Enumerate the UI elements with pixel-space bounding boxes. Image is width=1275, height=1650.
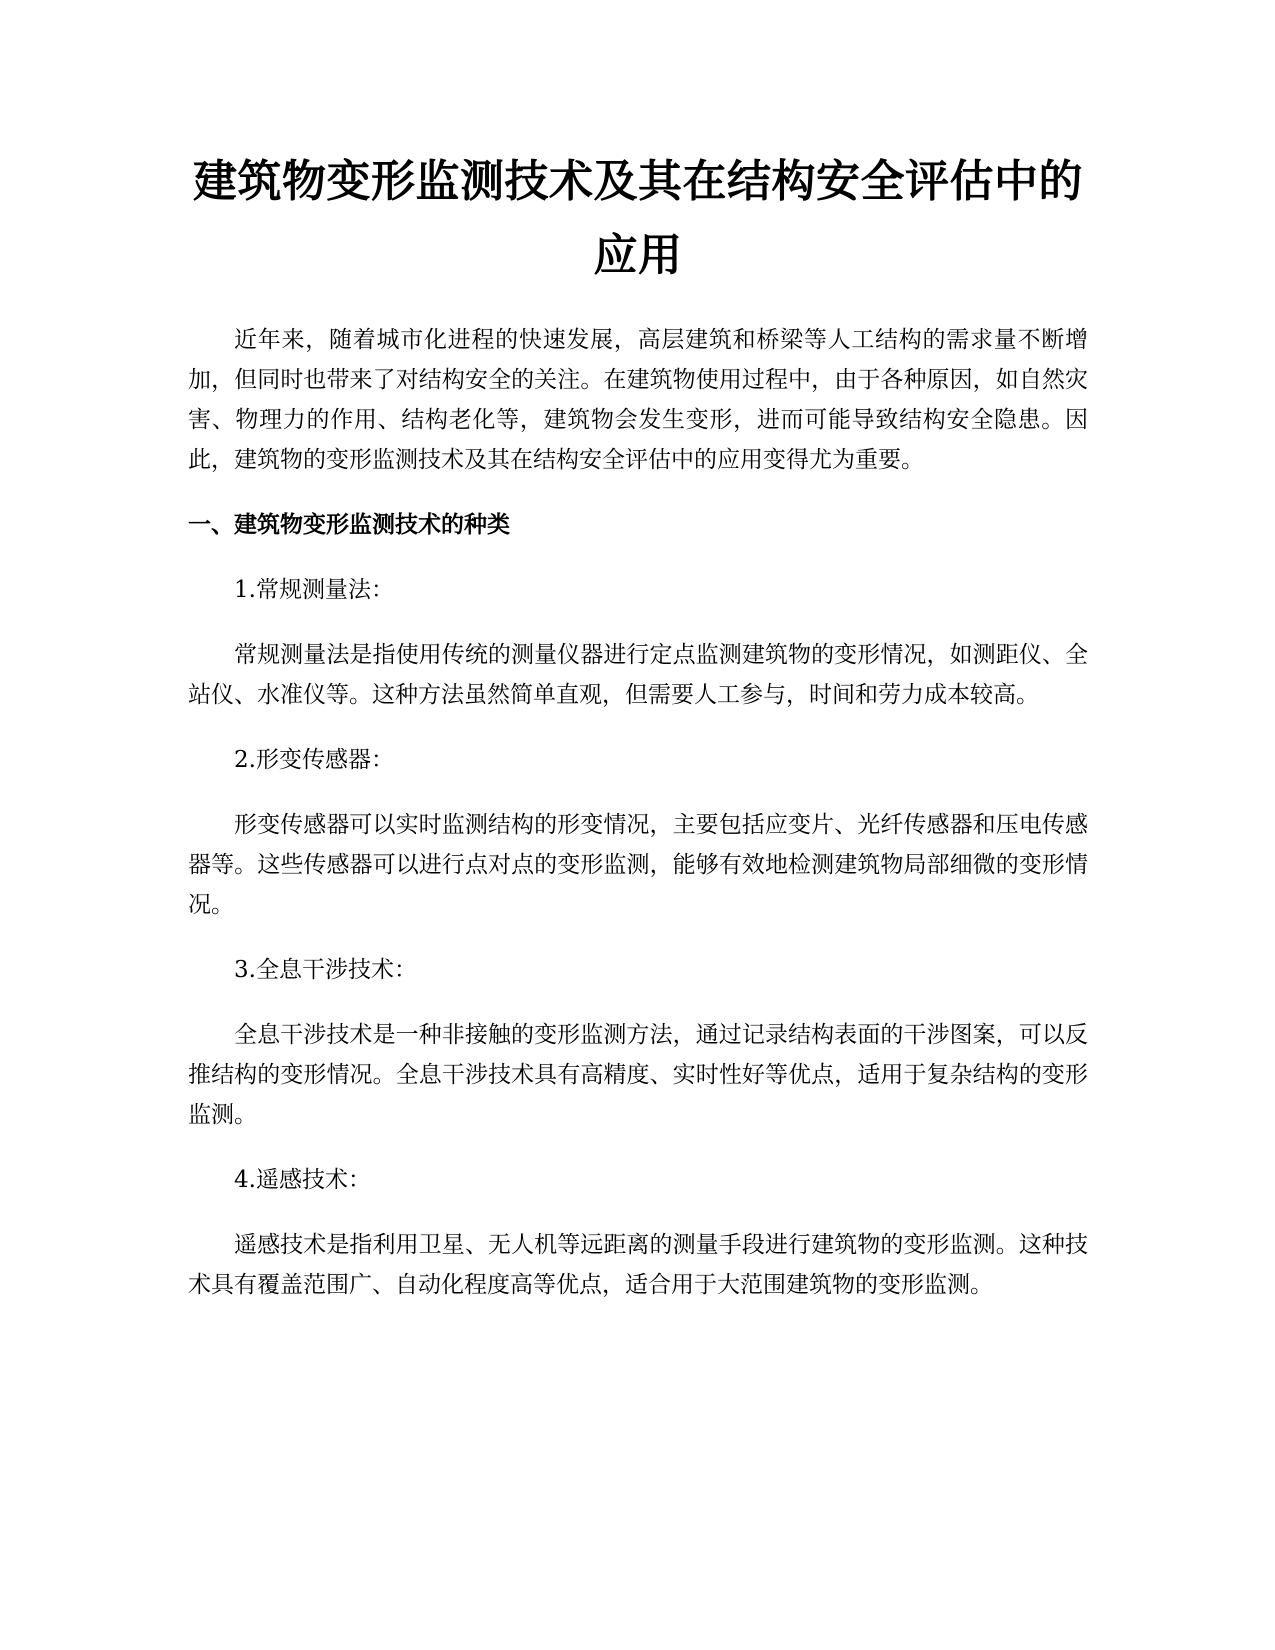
item-paragraph-3: 全息干涉技术是一种非接触的变形监测方法，通过记录结构表面的干涉图案，可以反推结构的变形情况。全息干涉技术具有高精度、实时性好等优点，适用于复杂结构的变形监测。	[188, 1022, 1088, 1128]
document-title: 建筑物变形监测技术及其在结构安全评估中的应用	[193, 156, 1083, 281]
item-paragraph-4: 遥感技术是指利用卫星、无人机等远距离的测量手段进行建筑物的变形监测。这种技术具有覆盖范围广、自动化程度高等优点，适合用于大范围建筑物的变形监测。	[188, 1232, 1088, 1298]
item-paragraph-2: 形变传感器可以实时监测结构的形变情况，主要包括应变片、光纤传感器和压电传感器等。这些传感器可以进行点对点的变形监测，能够有效地检测建筑物局部细微的变形情况。	[188, 812, 1088, 918]
item-paragraph-1: 常规测量法是指使用传统的测量仪器进行定点监测建筑物的变形情况，如测距仪、全站仪、水准仪等。这种方法虽然简单直观，但需要人工参与，时间和劳力成本较高。	[188, 642, 1088, 708]
item-label-2: 2.形变传感器：	[234, 747, 394, 773]
item-label-3: 3.全息干涉技术：	[234, 957, 417, 983]
document-page	[188, 0, 1088, 1650]
section-heading: 一、建筑物变形监测技术的种类	[188, 512, 510, 538]
item-label-1: 1.常规测量法：	[234, 577, 394, 603]
document-body	[188, 320, 1088, 1330]
intro-paragraph: 近年来，随着城市化进程的快速发展，高层建筑和桥梁等人工结构的需求量不断增加，但同时也带来了对结构安全的关注。在建筑物使用过程中，由于各种原因，如自然灾害、物理力的作用、结构老化等，建筑物会发生变形，进而可能导致结构安全隐患。因此，建筑物的变形监测技术及其在结构安全评估中的应用变得尤为重要。	[188, 327, 1088, 473]
item-label-4: 4.遥感技术：	[234, 1167, 371, 1193]
